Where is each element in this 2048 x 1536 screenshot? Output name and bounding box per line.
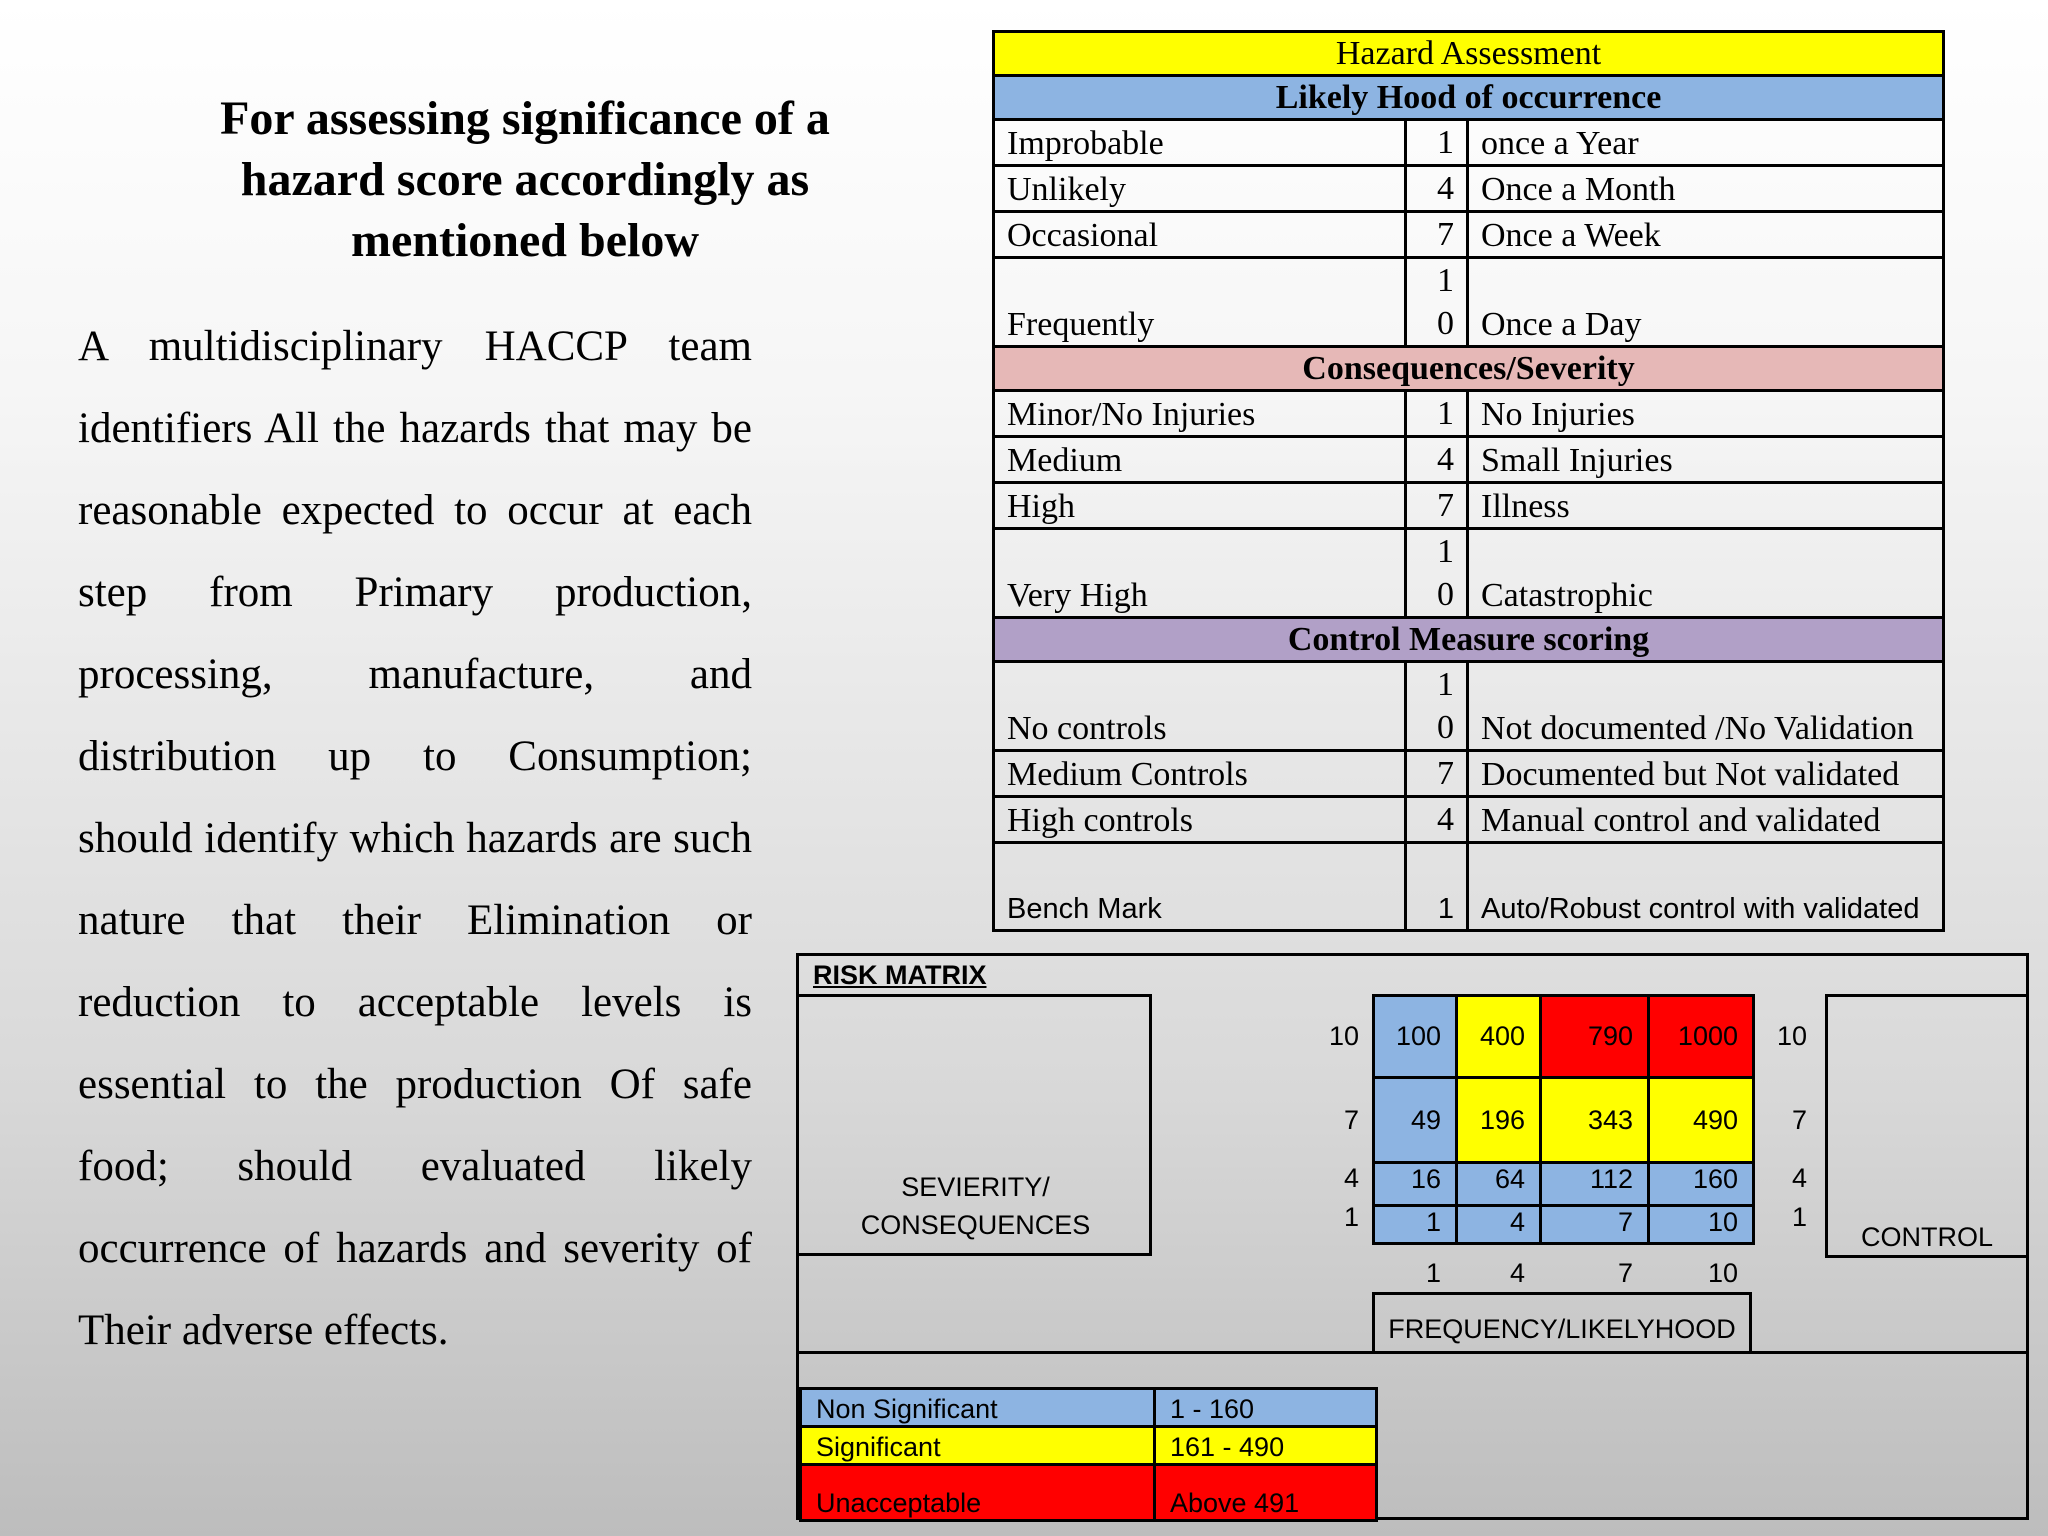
severity-score: 4 xyxy=(1406,437,1468,483)
severity-label: Minor/No Injuries xyxy=(994,391,1406,437)
control-label: No controls xyxy=(994,662,1406,751)
risk-matrix-title: RISK MATRIX xyxy=(813,960,987,990)
frequency-col-label: 1 xyxy=(1425,1258,1441,1288)
likelihood-desc: once a Year xyxy=(1468,120,1944,166)
likelihood-label: Unlikely xyxy=(994,166,1406,212)
likelihood-label: Frequently xyxy=(994,258,1406,347)
control-desc: Manual control and validated xyxy=(1468,797,1944,843)
control-row-label: 4 xyxy=(1791,1163,1807,1193)
risk-cell: 10 xyxy=(1647,1204,1755,1245)
likelihood-score: 1 0 xyxy=(1406,258,1468,347)
control-row-label: 7 xyxy=(1791,1105,1807,1135)
control-score: 7 xyxy=(1406,751,1468,797)
severity-heading: Consequences/Severity xyxy=(994,347,1944,391)
risk-cell: 160 xyxy=(1647,1161,1755,1207)
control-score: 1 0 xyxy=(1406,662,1468,751)
risk-cell: 4 xyxy=(1455,1204,1542,1245)
control-label: Bench Mark xyxy=(994,843,1406,931)
control-score: 4 xyxy=(1406,797,1468,843)
control-desc: Not documented /No Validation xyxy=(1468,662,1944,751)
severity-score: 7 xyxy=(1406,483,1468,529)
severity-label: Very High xyxy=(994,529,1406,618)
control-row-label: 1 xyxy=(1791,1202,1807,1232)
risk-cell: 343 xyxy=(1539,1076,1650,1164)
body-paragraph: A multidisciplinary HACCP team identifiers All the hazards that may be reasonable expected to occur at each step from Primary production, processing, manufacture, and distribution up to Consumption; should identify which hazards are such nature that their Elimination or reduction to acceptable levels is essential to the production Of safe food; should evaluated likely occurrence of hazards and severity of Their adverse effects. xyxy=(78,323,752,1354)
severity-row-label: 1 xyxy=(1343,1202,1359,1232)
risk-cell: 16 xyxy=(1372,1161,1458,1207)
risk-cell: 112 xyxy=(1539,1161,1650,1207)
likelihood-score: 1 xyxy=(1406,120,1468,166)
risk-cell: 400 xyxy=(1455,994,1542,1079)
legend-range: Above 491 xyxy=(1155,1465,1377,1521)
severity-score: 1 xyxy=(1406,391,1468,437)
severity-score: 1 0 xyxy=(1406,529,1468,618)
control-box xyxy=(1825,994,2029,1258)
risk-cell: 790 xyxy=(1539,994,1650,1079)
legend-range: 161 - 490 xyxy=(1155,1427,1377,1465)
severity-desc: No Injuries xyxy=(1468,391,1944,437)
likelihood-score: 4 xyxy=(1406,166,1468,212)
likelihood-desc: Once a Month xyxy=(1468,166,1944,212)
risk-legend xyxy=(799,1387,1378,1522)
control-axis-label: CONTROL xyxy=(1860,1222,1993,1252)
hazard-table-title: Hazard Assessment xyxy=(994,32,1944,76)
severity-desc: Illness xyxy=(1468,483,1944,529)
hazard-assessment-table xyxy=(992,30,1945,932)
severity-label: Medium xyxy=(994,437,1406,483)
risk-cell: 490 xyxy=(1647,1076,1755,1164)
likelihood-heading: Likely Hood of occurrence xyxy=(994,76,1944,120)
severity-label: High xyxy=(994,483,1406,529)
control-row-label: 10 xyxy=(1776,1021,1807,1051)
frequency-col-label: 10 xyxy=(1707,1258,1738,1288)
risk-cell: 7 xyxy=(1539,1204,1650,1245)
likelihood-label: Improbable xyxy=(994,120,1406,166)
severity-desc: Catastrophic xyxy=(1468,529,1944,618)
severity-desc: Small Injuries xyxy=(1468,437,1944,483)
risk-cell: 100 xyxy=(1372,994,1458,1079)
control-desc: Documented but Not validated xyxy=(1468,751,1944,797)
frequency-col-label: 4 xyxy=(1509,1258,1525,1288)
severity-row-label: 10 xyxy=(1328,1021,1359,1051)
slide-title: For assessing significance of a hazard score accordingly as mentioned below xyxy=(220,92,830,267)
risk-cell: 196 xyxy=(1455,1076,1542,1164)
risk-cell: 1 xyxy=(1372,1204,1458,1245)
control-score: 1 xyxy=(1406,843,1468,931)
risk-matrix-panel xyxy=(796,953,2029,1520)
likelihood-desc: Once a Week xyxy=(1468,212,1944,258)
severity-axis-label: SEVIERITY/ CONSEQUENCES xyxy=(860,1172,1091,1240)
divider-line xyxy=(799,1351,2029,1354)
frequency-col-label: 7 xyxy=(1617,1258,1633,1288)
legend-label: Significant xyxy=(801,1427,1155,1465)
severity-row-label: 4 xyxy=(1343,1163,1359,1193)
control-desc: Auto/Robust control with validated xyxy=(1468,843,1944,931)
severity-row-label: 7 xyxy=(1343,1105,1359,1135)
legend-label: Non Significant xyxy=(801,1389,1155,1427)
control-label: High controls xyxy=(994,797,1406,843)
likelihood-label: Occasional xyxy=(994,212,1406,258)
legend-label: Unacceptable xyxy=(801,1465,1155,1521)
likelihood-score: 7 xyxy=(1406,212,1468,258)
risk-cell: 1000 xyxy=(1647,994,1755,1079)
frequency-axis-label: FREQUENCY/LIKELYHOOD xyxy=(1388,1314,1736,1344)
legend-range: 1 - 160 xyxy=(1155,1389,1377,1427)
control-heading: Control Measure scoring xyxy=(994,618,1944,662)
risk-cell: 49 xyxy=(1372,1076,1458,1164)
control-label: Medium Controls xyxy=(994,751,1406,797)
risk-cell: 64 xyxy=(1455,1161,1542,1207)
likelihood-desc: Once a Day xyxy=(1468,258,1944,347)
